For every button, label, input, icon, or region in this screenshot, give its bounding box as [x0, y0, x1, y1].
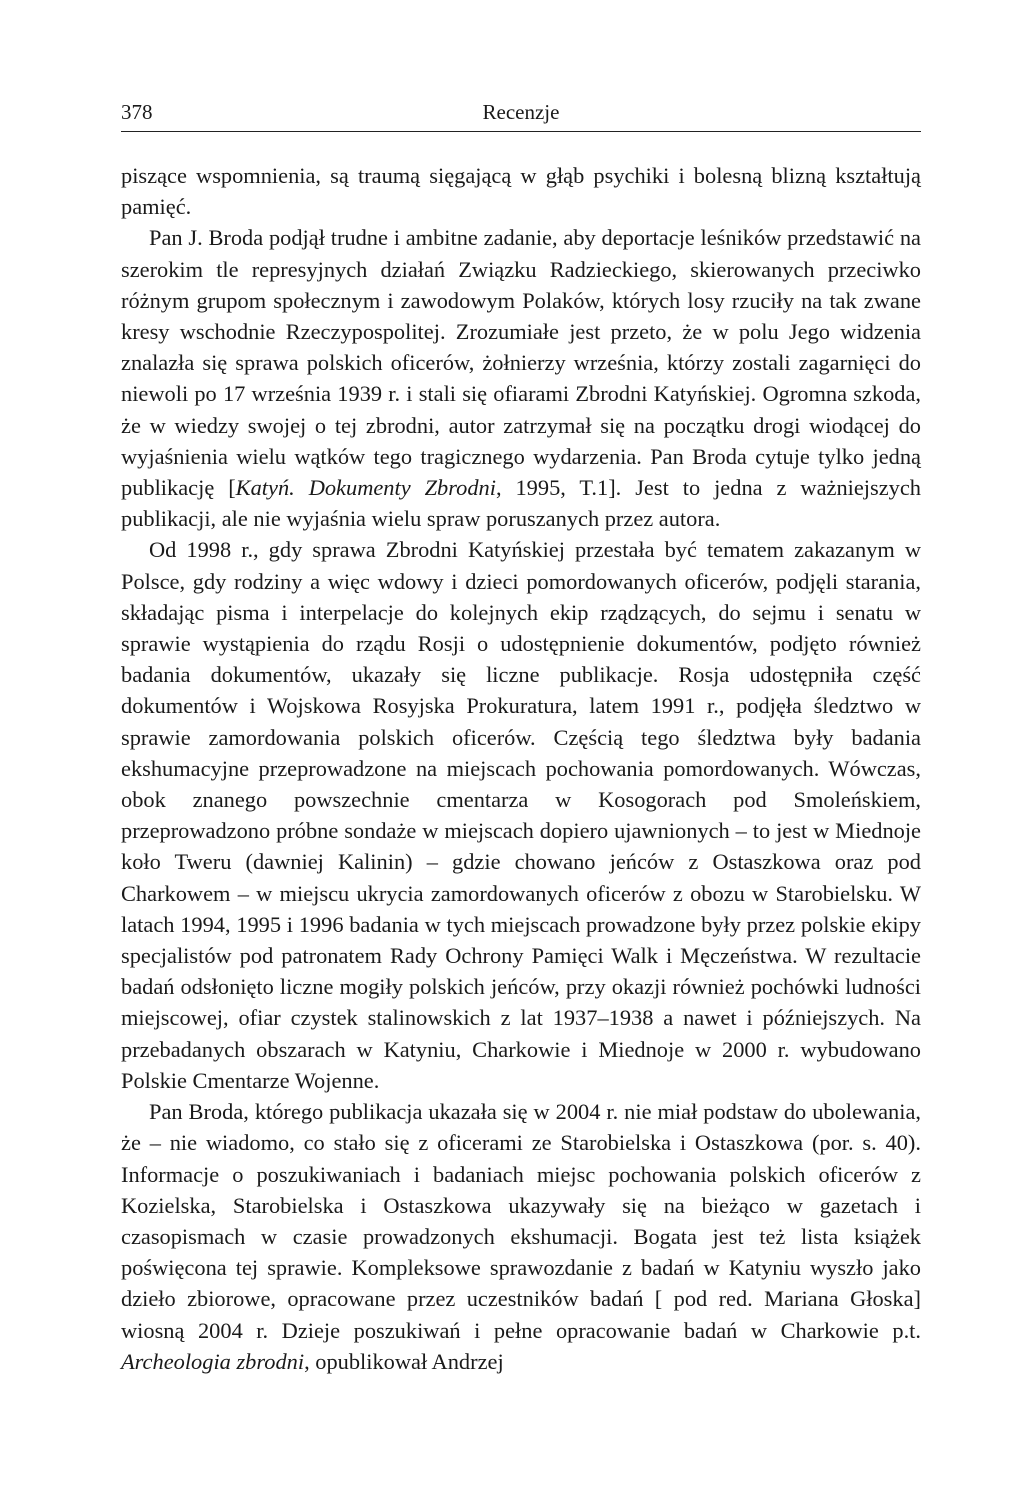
text-run: , opublikował Andrzej — [304, 1348, 504, 1374]
text-run: , 1995, T.1]. Jest to jedna z ważniejszych publikacji, ale nie wyjaśnia wielu spraw poruszanych przez autora. — [121, 475, 922, 532]
text-run: Pan J. Broda podjął trudne i ambitne zadanie, aby deportacje leśników przedstawić na szerokim tle represyjnych działań Związku Radzieckiego, skierowanych przeciwko różnym grupom społecznym i zawodowym Polaków, których losy rzuciły na tak zwane kresy wschodnie Rzeczypospolitej. Zrozumiałe jest przeto, że w polu Jego widzenia znalazła się sprawa polskich oficerów, żołnierzy września, którzy zostali zagarnięci do niewoli po 17 września 1939 r. i stali się ofiarami Zbrodni Katyńskiej. Ogromna szkoda, że w wiedzy swojej o tej zbrodni, autor zatrzymał się na początku drogi wiodącej do wyjaśnienia wielu wątków tego tragicznego wydarzenia. Pan Broda cytuje tylko jedną publikację [ — [121, 225, 921, 501]
section-title: Recenzje — [482, 100, 560, 124]
header-rule — [121, 131, 921, 132]
paragraph — [121, 160, 921, 222]
paragraph — [121, 222, 921, 534]
text-run: piszące wspomnienia, są traumą sięgającą w głąb psychiki i bolesną blizną kształtują pamięć. — [121, 163, 921, 220]
text-run: Od 1998 r., gdy sprawa Zbrodni Katyńskiej przestała być tematem zakazanym w Polsce, gdy rodziny a więc wdowy i dzieci pomordowanych oficerów, podjęli starania, składając pisma i interpelacje do kolejnych ekip rządzących, do sejmu i senatu w sprawie wystąpienia do rządu Rosji o udostępnienie dokumentów, podjęto również badania dokumentów, ukazały się liczne publikacje. Rosja udostępniła część dokumentów i Wojskowa Rosyjska Prokuratura, latem 1991 r., podjęła śledztwo w sprawie zamordowania polskich oficerów. Częścią tego śledztwa były badania ekshumacyjne przeprowadzone na miejscach pochowania pomordowanych. Wówczas, obok znanego powszechnie cmentarza w Kosogorach pod Smoleńskiem, przeprowadzono próbne sondaże w miejscach dopiero ujawnionych – to jest w Miednoje koło Tweru (dawniej Kalinin) – gdzie chowano jeńców z Ostaszkowa oraz pod Charkowem – w miejscu ukrycia zamordowanych oficerów z obozu w Starobielsku. W latach 1994, 1995 i 1996 badania w tych miejscach prowadzone były przez polskie ekipy specjalistów pod patronatem Rady Ochrony Pamięci Walk i Męczeństwa. W rezultacie badań odsłonięto liczne mogiły polskich jeńców, przy okazji również pochówki ludności miejscowej, ofiar czystek stalinowskich z lat 1937–1938 a nawet i późniejszych. Na przebadanych obszarach w Katyniu, Charkowie i Miednoje w 2000 r. wybudowano Polskie Cmentarze Wojenne. — [121, 537, 921, 1093]
document-page — [121, 96, 921, 1377]
body-text — [121, 160, 921, 1377]
italic-title: Archeologia zbrodni — [121, 1348, 305, 1374]
italic-title: Katyń. Dokumenty Zbrodni — [235, 475, 496, 501]
text-run: Pan Broda, którego publikacja ukazała się w 2004 r. nie miał podstaw do ubolewania, że – nie wiadomo, co stało się z oficerami ze Starobielska i Ostaszkowa (por. s. 40). Informacje o poszukiwaniach i badaniach miejsc pochowania polskich oficerów z Kozielska, Starobielska i Ostaszkowa ukazywały się na bieżąco w gazetach i czasopismach w czasie prowadzonych ekshumacji. Bogata jest też lista książek poświęcona tej sprawie. Kompleksowe sprawozdanie z badań w Katyniu wyszło jako dzieło zbiorowe, opracowane przez uczestników badań [ pod red. Mariana Głoska] wiosną 2004 r. Dzieje poszukiwań i pełne opracowanie badań w Charkowie p.t. — [121, 1099, 921, 1343]
paragraph — [121, 534, 921, 1096]
paragraph — [121, 1096, 921, 1377]
page-number: 378 — [121, 100, 153, 124]
running-header — [121, 96, 921, 132]
